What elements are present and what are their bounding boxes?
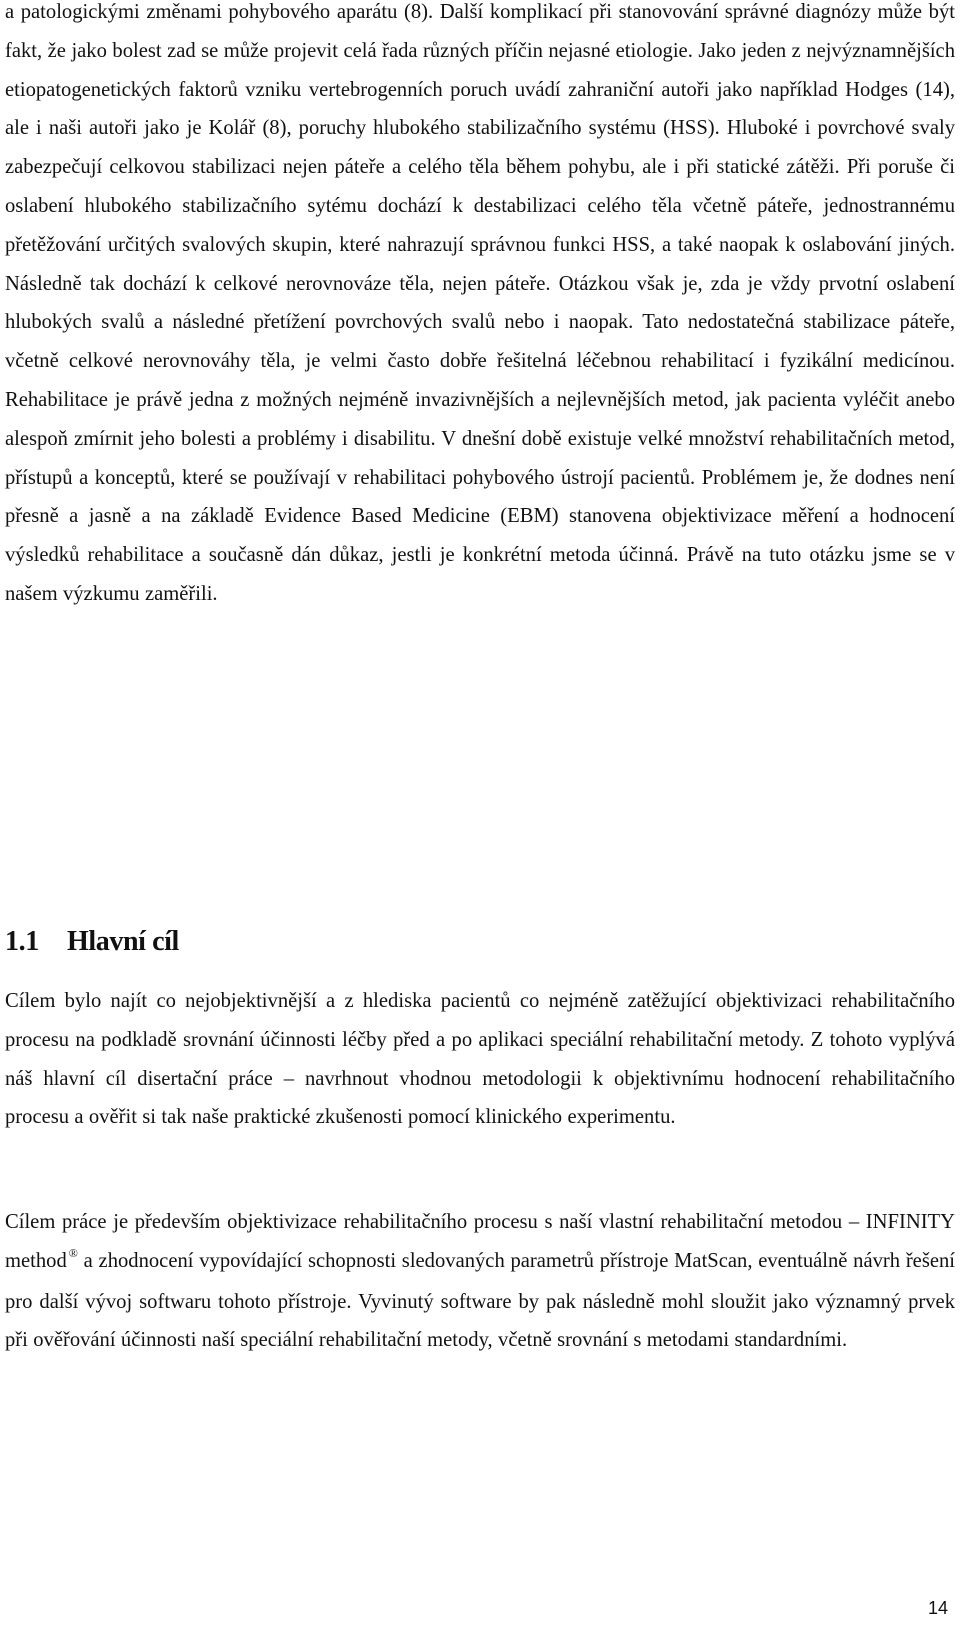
body-paragraph-2: Cílem bylo najít co nejobjektivnější a z hlediska pacientů co nejméně zatěžující objektivizaci rehabilitačního procesu na podkladě srovnání účinnosti léčby před a po aplikaci speciální rehabilitační metody. Z tohoto vyplývá náš hlavní cíl disertační práce – navrhnout vhodnou metodologii k objektivnímu hodnocení rehabilitačního procesu a ověřit si tak naše praktické zkušenosti pomocí klinického experimentu. (5, 990, 955, 1129)
page-number: 14 (927, 1598, 948, 1618)
section-number: 1.1 (5, 926, 39, 957)
body-paragraph-3 (5, 1203, 955, 1360)
registered-mark: ® (68, 1245, 78, 1260)
paragraph-3-end: a zhodnocení vypovídající schopnosti sledovaných parametrů přístroje MatScan, eventuálně návrh řešení pro další vývoj softwaru tohoto přístroje. Vyvinutý software by pak následně mohl sloužit jako významný prvek při ověřování účinnosti naší speciální rehabilitační metody, včetně srovnání s metodami standardními. (5, 1249, 955, 1352)
section-heading (5, 922, 179, 962)
body-paragraph-1: a patologickými změnami pohybového aparátu (8). Další komplikací při stanovování správné diagnózy může být fakt, že jako bolest zad se může projevit celá řada různých příčin nejasné etiologie. Jako jeden z nejvýznamnějších etiopatogenetických faktorů vzniku vertebrogenních poruch uvádí zahraniční autoři jako například Hodges (14), ale i naši autoři jako je Kolář (8), poruchy hlubokého stabilizačního systému (HSS). Hluboké i povrchové svaly zabezpečují celkovou stabilizaci nejen páteře a celého těla během pohybu, ale i při statické zátěži. Při poruše či oslabení hlubokého stabilizačního sytému dochází k destabilizaci celého těla včetně páteře, jednostrannému přetěžování určitých svalových skupin, které nahrazují správnou funkci HSS, a také naopak k oslabování jiných. Následně tak dochází k celkové nerovnováze těla, nejen páteře. Otázkou však je, zda je vždy prvotní oslabení hlubokých svalů a následné přetížení povrchových svalů nebo i naopak. Tato nedostatečná stabilizace páteře, včetně celkové nerovnováhy těla, je velmi často dobře řešitelná léčebnou rehabilitací i fyzikální medicínou. Rehabilitace je právě jedna z možných nejméně invazivnějších a nejlevnějších metod, jak pacienta vyléčit anebo alespoň zmírnit jeho bolesti a problémy i disabilitu. V dnešní době existuje velké množství rehabilitačních metod, přístupů a konceptů, které se používají v rehabilitaci pohybového ústrojí pacientů. Problémem je, že dodnes není přesně a jasně a na základě Evidence Based Medicine (EBM) stanovena objektivizace měření a hodnocení výsledků rehabilitace a současně dán důkaz, jestli je konkrétní metoda účinná. Právě na tuto otázku jsme se v našem výzkumu zaměřili. (5, 1, 955, 605)
paragraph-3-start: Cílem práce je především objektivizace rehabilitačního procesu s naší vlastní rehabilitační metodou – INFINITY method (5, 1211, 955, 1272)
section-title: Hlavní cíl (67, 926, 179, 957)
